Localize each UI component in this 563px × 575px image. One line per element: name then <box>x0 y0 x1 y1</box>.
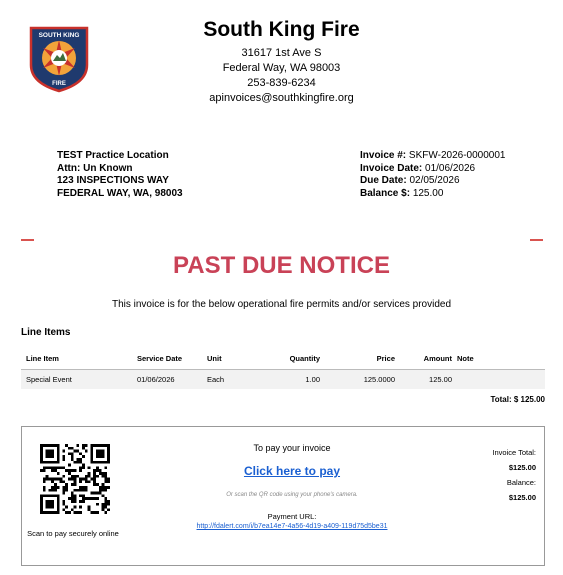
header-quantity: Quantity <box>242 349 320 369</box>
balance-value: 125.00 <box>412 187 444 199</box>
cell-line-item: Special Event <box>21 369 132 389</box>
cell-quantity: 1.00 <box>242 369 320 389</box>
payment-title: To pay your invoice <box>253 443 331 453</box>
header-service-date: Service Date <box>132 349 207 369</box>
bill-to-block <box>57 150 183 200</box>
bill-to-street: 123 INSPECTIONS WAY <box>57 175 169 186</box>
payment-url-label: Payment URL: <box>267 512 317 521</box>
invoice-number-label: Invoice #: <box>360 150 407 161</box>
header-note: Note <box>452 349 545 369</box>
due-date: 02/05/2026 <box>409 175 460 186</box>
bill-to-attn: Attn: Un Known <box>57 162 133 174</box>
line-items-table <box>21 349 545 389</box>
svg-text:SOUTH KING: SOUTH KING <box>38 32 80 39</box>
bill-to-city: FEDERAL WAY, WA, 98003 <box>57 187 183 199</box>
cell-unit: Each <box>207 369 242 389</box>
line-items-title: Line Items <box>21 327 71 338</box>
qr-code-icon[interactable] <box>40 444 110 514</box>
organization-email: apinvoices@southkingfire.org <box>209 92 354 104</box>
payment-url-link[interactable]: http://fdalert.com/i/b7ea14e7-4a56-4d19-a409-119d75d5be31 <box>196 523 388 530</box>
header-amount: Amount <box>395 349 452 369</box>
bill-to-name: TEST Practice Location <box>57 150 169 161</box>
header-price: Price <box>320 349 395 369</box>
cell-price: 125.0000 <box>320 369 395 389</box>
organization-name: South King Fire <box>203 18 360 41</box>
right-red-dash <box>530 239 543 241</box>
header-line-item: Line Item <box>21 349 132 369</box>
invoice-number: SKFW-2026-0000001 <box>408 150 506 161</box>
payment-amounts <box>436 445 536 505</box>
line-items-header-row <box>21 349 545 369</box>
invoice-date: 01/06/2026 <box>425 162 476 174</box>
payment-balance-value: $125.00 <box>508 493 536 502</box>
organization-phone: 253-839-6234 <box>247 77 316 89</box>
pay-now-link[interactable]: Click here to pay <box>243 464 341 478</box>
organization-address-line2: Federal Way, WA 98003 <box>222 62 341 74</box>
svg-text:FIRE: FIRE <box>52 81 66 87</box>
invoice-total-label: Invoice Total: <box>492 448 536 457</box>
balance-label: Balance $: <box>360 187 411 199</box>
header-unit: Unit <box>207 349 242 369</box>
invoice-total-value: $125.00 <box>508 463 536 472</box>
invoice-total: Total: $ 125.00 <box>490 395 545 404</box>
due-date-label: Due Date: <box>360 175 407 186</box>
invoice-date-label: Invoice Date: <box>360 162 423 174</box>
past-due-notice-title: PAST DUE NOTICE <box>173 252 390 279</box>
cell-amount: 125.00 <box>395 369 452 389</box>
organization-address-line1: 31617 1st Ave S <box>241 47 322 59</box>
qr-scan-hint: Or scan the QR code using your phone's camera. <box>226 492 358 498</box>
cell-note <box>452 369 545 389</box>
table-row <box>21 369 545 389</box>
payment-box <box>21 426 545 566</box>
cell-service-date: 01/06/2026 <box>132 369 207 389</box>
qr-caption: Scan to pay securely online <box>27 529 119 538</box>
left-red-dash <box>21 239 34 241</box>
notice-subtitle: This invoice is for the below operational fire permits and/or services provided <box>111 299 452 310</box>
payment-balance-label: Balance: <box>506 478 536 487</box>
invoice-info-block <box>360 150 505 200</box>
